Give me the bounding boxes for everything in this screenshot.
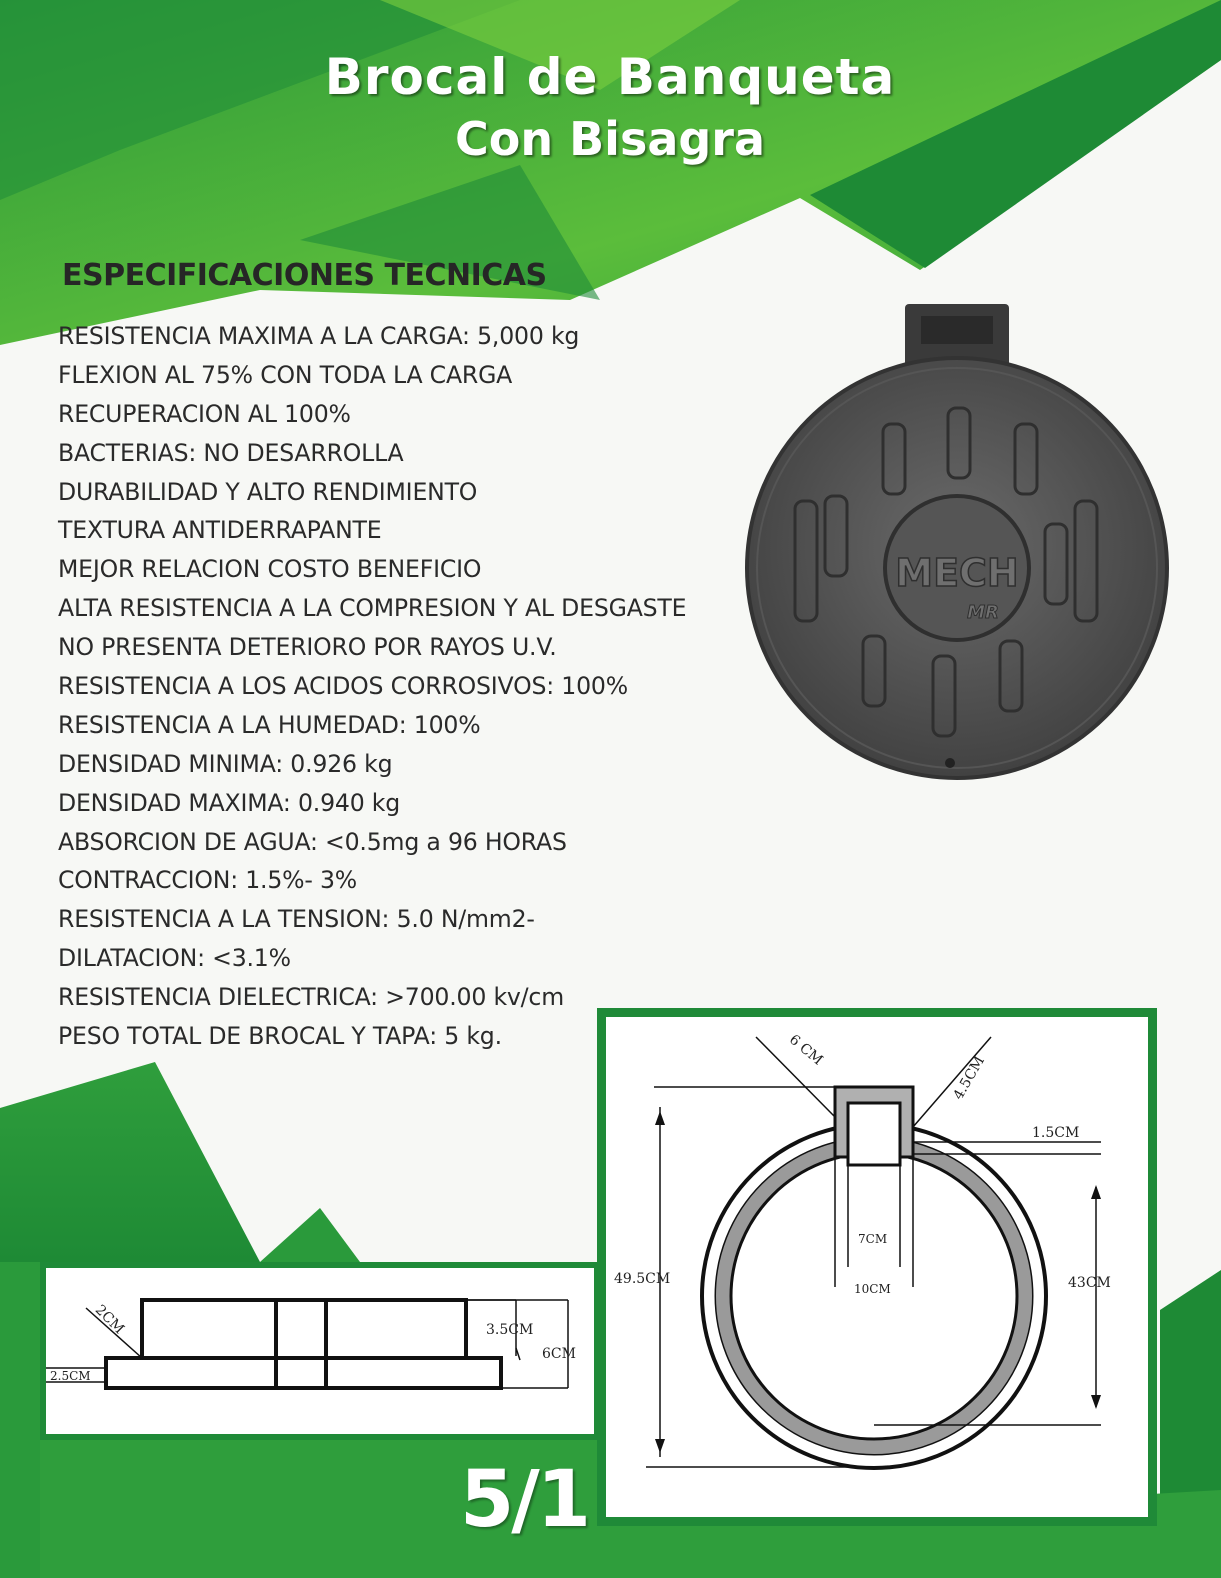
dim-4-5cm: 4.5CM: [950, 1053, 988, 1103]
top-view-diagram: [606, 1017, 1148, 1517]
model-badge: 5/1: [460, 1455, 589, 1545]
spec-item: PESO TOTAL DE BROCAL Y TAPA: 5 kg.: [58, 1022, 502, 1051]
spec-item: BACTERIAS: NO DESARROLLA: [58, 438, 404, 467]
spec-item: RESISTENCIA A LA TENSION: 5.0 N/mm2-: [58, 905, 535, 934]
side-profile-panel: [40, 1262, 600, 1440]
specs-list: [58, 317, 686, 1056]
spec-item: ALTA RESISTENCIA A LA COMPRESION Y AL DESGASTE: [58, 594, 687, 623]
spec-item: DURABILIDAD Y ALTO RENDIMIENTO: [58, 477, 478, 506]
spec-item: ABSORCION DE AGUA: <0.5mg a 96 HORAS: [58, 827, 567, 856]
spec-item: RESISTENCIA DIELECTRICA: >700.00 kv/cm: [58, 983, 564, 1012]
title-line-2: Con Bisagra: [454, 112, 766, 166]
spec-item: TEXTURA ANTIDERRAPANTE: [58, 516, 382, 545]
spec-item: DILATACION: <3.1%: [58, 944, 291, 973]
side-profile-diagram: [46, 1268, 594, 1434]
cover-logo-sub: MR: [967, 602, 999, 623]
top-view-panel: [597, 1008, 1157, 1526]
spec-item: CONTRACCION: 1.5%- 3%: [58, 866, 358, 895]
dim-2-5cm: 2.5CM: [50, 1369, 91, 1383]
dim-6cm-top: 6 CM: [785, 1031, 826, 1069]
dim-7cm: 7CM: [858, 1232, 888, 1246]
dim-2cm: 2CM: [91, 1301, 128, 1338]
spec-item: RESISTENCIA A LOS ACIDOS CORROSIVOS: 100%: [58, 672, 628, 701]
dim-3-5cm: 3.5CM: [486, 1322, 534, 1338]
spec-item: RESISTENCIA MAXIMA A LA CARGA: 5,000 kg: [58, 322, 580, 350]
dim-49-5cm: 49.5CM: [614, 1271, 671, 1287]
cover-notch: [945, 758, 955, 768]
spec-item: DENSIDAD MINIMA: 0.926 kg: [58, 749, 393, 778]
title-line-1: Brocal de Banqueta: [324, 48, 896, 106]
dim-1-5cm: 1.5CM: [1032, 1125, 1080, 1141]
spec-item: DENSIDAD MAXIMA: 0.940 kg: [58, 788, 401, 817]
dim-10cm: 10CM: [854, 1282, 891, 1296]
spec-item: MEJOR RELACION COSTO BENEFICIO: [58, 555, 482, 584]
hinge-slot: [921, 316, 993, 344]
manhole-cover-photo: [735, 296, 1175, 786]
dim-43cm: 43CM: [1068, 1275, 1111, 1291]
specs-heading: ESPECIFICACIONES TECNICAS: [62, 258, 547, 293]
cover-logo-text: MECH: [895, 551, 1019, 595]
spec-item: RECUPERACION AL 100%: [58, 399, 351, 428]
spec-item: NO PRESENTA DETERIORO POR RAYOS U.V.: [58, 633, 557, 662]
spec-item: FLEXION AL 75% CON TODA LA CARGA: [58, 360, 513, 389]
dim-6cm: 6CM: [542, 1346, 576, 1362]
spec-item: RESISTENCIA A LA HUMEDAD: 100%: [58, 710, 481, 739]
